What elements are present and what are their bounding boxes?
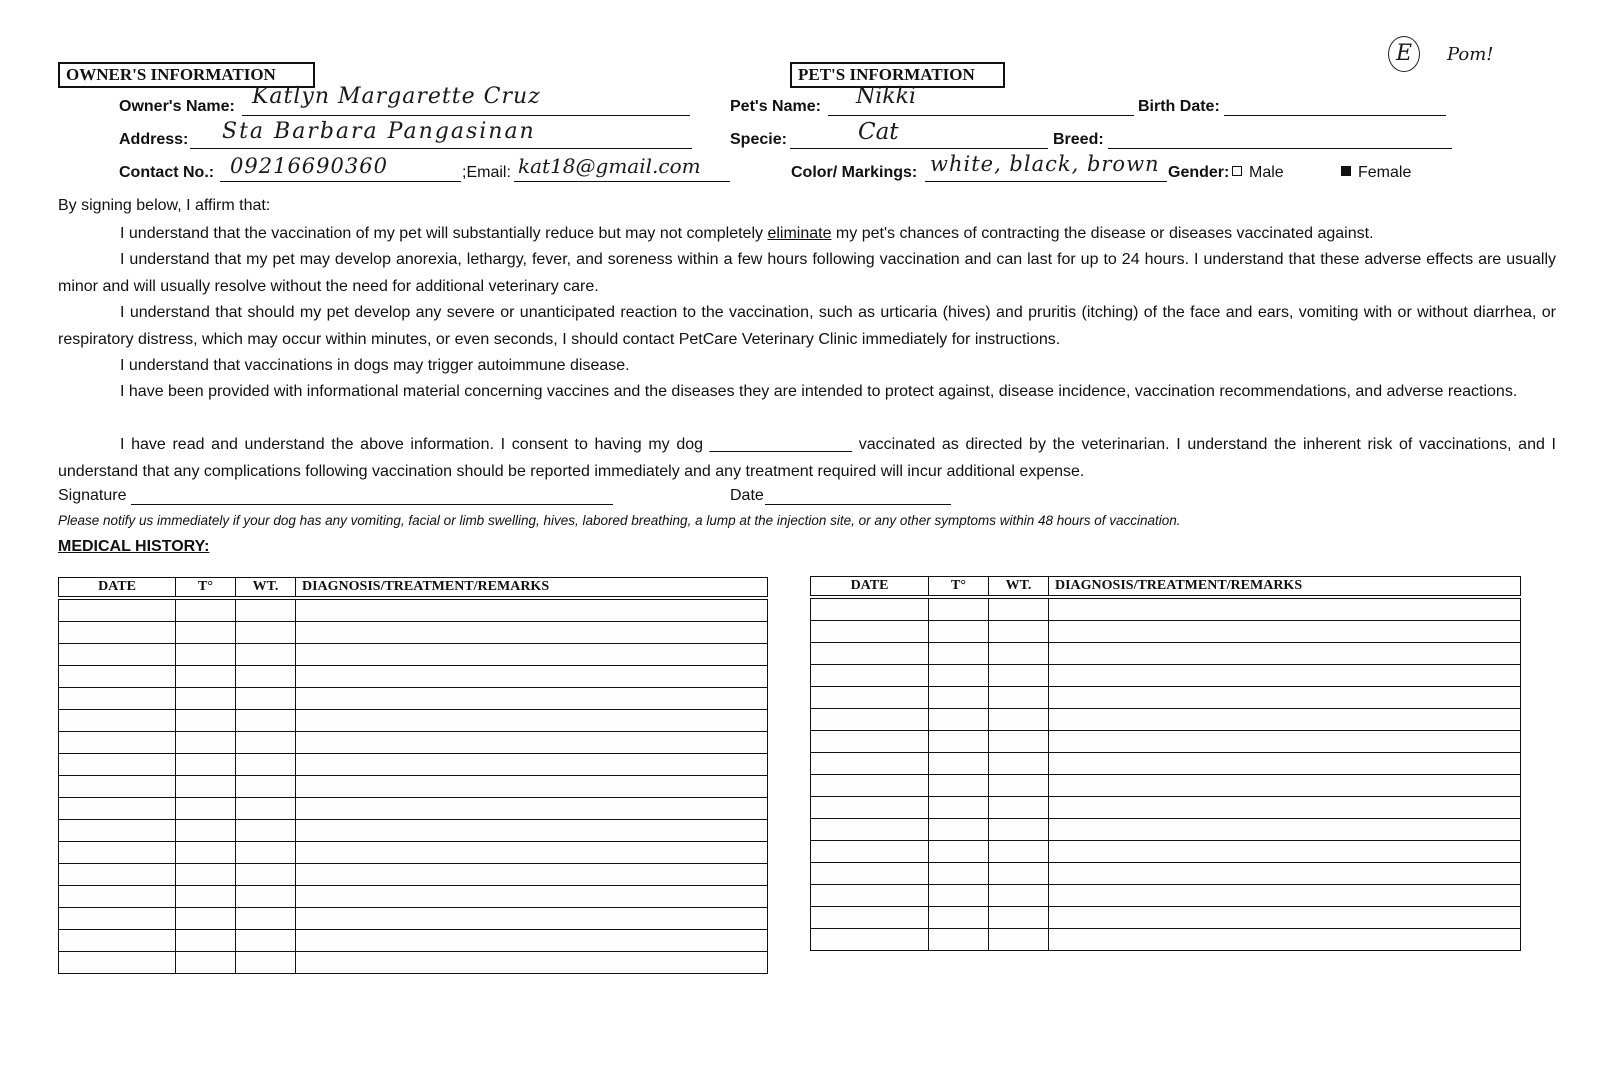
address-field[interactable]: Sta Barbara Pangasinan [222, 119, 536, 144]
table-cell[interactable] [989, 885, 1049, 907]
table-cell[interactable] [989, 907, 1049, 929]
table-cell[interactable] [176, 666, 236, 688]
table-cell[interactable] [236, 644, 296, 666]
table-row [59, 754, 768, 776]
col-date: DATE [59, 578, 176, 599]
table-cell[interactable] [176, 798, 236, 820]
table-cell[interactable] [176, 688, 236, 710]
table-row [59, 710, 768, 732]
owner-name-field[interactable]: Katlyn Margarette Cruz [252, 84, 541, 109]
table-cell[interactable] [176, 930, 236, 952]
table-cell[interactable] [811, 929, 929, 951]
table-row [811, 621, 1521, 643]
table-cell[interactable] [929, 597, 989, 621]
table-cell[interactable] [59, 820, 176, 842]
table-row [59, 644, 768, 666]
table-cell[interactable] [176, 842, 236, 864]
table-cell[interactable] [236, 864, 296, 886]
table-cell[interactable] [989, 797, 1049, 819]
signature-line[interactable] [131, 504, 613, 505]
table-cell[interactable] [59, 776, 176, 798]
table-row [811, 753, 1521, 775]
table-cell[interactable] [989, 863, 1049, 885]
table-cell[interactable] [989, 819, 1049, 841]
table-cell[interactable] [236, 710, 296, 732]
table-cell[interactable] [929, 753, 989, 775]
table-cell[interactable] [811, 621, 929, 643]
table-cell[interactable] [929, 841, 989, 863]
table-cell[interactable] [59, 952, 176, 974]
table-cell[interactable] [236, 776, 296, 798]
table-cell[interactable] [176, 908, 236, 930]
consent-paragraph-5: I have been provided with informational material concerning vaccines and the diseases they are intended to protect against, disease incidence, vaccination recommendations, and adverse reactions. [120, 383, 1518, 400]
table-row [811, 731, 1521, 753]
col-temp: T° [176, 578, 236, 599]
table-row [59, 930, 768, 952]
email-line [514, 181, 730, 182]
table-cell[interactable] [989, 929, 1049, 951]
table-row [59, 864, 768, 886]
table-row [811, 643, 1521, 665]
date-line[interactable] [765, 504, 951, 505]
female-label: Female [1358, 164, 1412, 181]
female-checkbox[interactable] [1341, 166, 1351, 176]
color-markings-field[interactable]: white, black, brown [930, 152, 1160, 176]
table-cell[interactable] [811, 731, 929, 753]
table-cell[interactable] [176, 622, 236, 644]
notify-notice: Please notify us immediately if your dog has any vomiting, facial or limb swelling, hives, labored breathing, a lump at the injection site, or any other symptoms within 48 hours of vaccination. [58, 513, 1181, 528]
table-cell[interactable] [296, 908, 768, 930]
signature-label: Signature [58, 487, 127, 504]
table-cell[interactable] [59, 908, 176, 930]
table-cell[interactable] [296, 710, 768, 732]
table-cell[interactable] [811, 863, 929, 885]
table-cell[interactable] [296, 842, 768, 864]
table-row [811, 907, 1521, 929]
table-cell[interactable] [236, 798, 296, 820]
table-cell[interactable] [59, 688, 176, 710]
gender-label: Gender: [1168, 164, 1230, 181]
consent-paragraph-3: I understand that should my pet develop any severe or unanticipated reaction to the vaccination, such as urticaria (hives) and pruritis (itching) of the face and ears, vomiting with or without diarrhea, or respiratory distress, which may occur within minutes, or even seconds, I should contact PetCare Veterinary Clinic immediately for instructions. [58, 304, 1556, 348]
col-temp: T° [929, 577, 989, 598]
table-cell[interactable] [176, 820, 236, 842]
table-cell[interactable] [59, 798, 176, 820]
table-row [811, 597, 1521, 621]
table-cell[interactable] [811, 885, 929, 907]
email-label: ;Email: [462, 164, 511, 181]
table-cell[interactable] [811, 709, 929, 731]
table-cell[interactable] [296, 644, 768, 666]
table-cell[interactable] [989, 621, 1049, 643]
consent-intro: By signing below, I affirm that: [58, 197, 271, 214]
table-cell[interactable] [176, 952, 236, 974]
table-cell[interactable] [59, 598, 176, 622]
table-row [59, 952, 768, 974]
birth-date-label: Birth Date: [1138, 98, 1220, 115]
table-cell[interactable] [811, 819, 929, 841]
table-row [59, 798, 768, 820]
table-cell[interactable] [236, 754, 296, 776]
table-cell[interactable] [296, 754, 768, 776]
table-cell[interactable] [811, 753, 929, 775]
medical-history-title: MEDICAL HISTORY: [58, 538, 210, 555]
table-cell[interactable] [236, 820, 296, 842]
table-cell[interactable] [59, 732, 176, 754]
table-cell[interactable] [236, 622, 296, 644]
breed-line [1108, 148, 1452, 149]
breed-label: Breed: [1053, 131, 1104, 148]
table-cell[interactable] [989, 841, 1049, 863]
owner-info-header: OWNER'S INFORMATION [58, 62, 315, 88]
table-cell[interactable] [811, 643, 929, 665]
contact-line [220, 181, 461, 182]
table-cell[interactable] [59, 666, 176, 688]
owner-name-line [242, 115, 690, 116]
table-cell[interactable] [929, 907, 989, 929]
table-row [811, 819, 1521, 841]
corner-note: Pom! [1447, 44, 1494, 65]
contact-label: Contact No.: [119, 164, 215, 181]
table-cell[interactable] [929, 643, 989, 665]
table-cell[interactable] [1049, 687, 1521, 709]
table-cell[interactable] [176, 598, 236, 622]
table-cell[interactable] [1049, 797, 1521, 819]
table-row [59, 886, 768, 908]
table-cell[interactable] [989, 665, 1049, 687]
table-row [59, 732, 768, 754]
email-field[interactable]: kat18@gmail.com [518, 154, 701, 178]
table-cell[interactable] [1049, 665, 1521, 687]
owner-name-label: Owner's Name: [119, 98, 235, 115]
table-cell[interactable] [1049, 885, 1521, 907]
table-cell[interactable] [176, 886, 236, 908]
gender-male-option[interactable] [1232, 164, 1284, 182]
table-cell[interactable] [1049, 621, 1521, 643]
table-cell[interactable] [296, 622, 768, 644]
table-cell[interactable] [236, 930, 296, 952]
table-cell[interactable] [929, 687, 989, 709]
table-cell[interactable] [929, 863, 989, 885]
pet-name-label: Pet's Name: [730, 98, 821, 115]
table-cell[interactable] [1049, 731, 1521, 753]
table-cell[interactable] [59, 864, 176, 886]
table-cell[interactable] [176, 754, 236, 776]
specie-label: Specie: [730, 131, 787, 148]
medical-history-table-right [810, 576, 1521, 951]
table-cell[interactable] [296, 864, 768, 886]
col-weight: WT. [989, 577, 1049, 598]
consent-paragraph-4: I understand that vaccinations in dogs may trigger autoimmune disease. [120, 357, 630, 374]
table-cell[interactable] [176, 864, 236, 886]
table-cell[interactable] [811, 775, 929, 797]
table-row [59, 908, 768, 930]
table-row [59, 622, 768, 644]
pet-name-field[interactable]: Nikki [856, 84, 916, 109]
table-cell[interactable] [1049, 863, 1521, 885]
table-cell[interactable] [236, 952, 296, 974]
table-row [59, 666, 768, 688]
table-cell[interactable] [929, 709, 989, 731]
corner-mark: E [1388, 36, 1420, 72]
table-cell[interactable] [989, 753, 1049, 775]
table-cell[interactable] [1049, 709, 1521, 731]
table-cell[interactable] [989, 775, 1049, 797]
male-checkbox[interactable] [1232, 166, 1242, 176]
table-row [59, 820, 768, 842]
table-cell[interactable] [296, 886, 768, 908]
table-cell[interactable] [296, 798, 768, 820]
table-row [811, 863, 1521, 885]
table-row [811, 841, 1521, 863]
table-cell[interactable] [989, 687, 1049, 709]
table-cell[interactable] [811, 907, 929, 929]
consent-paragraph-6: I have read and understand the above information. I consent to having my dog ________________ vaccinated as directed by the veterinarian. I understand the inherent risk of vaccinations, and I understand that any complications following vaccination should be reported immediately and any treatment required will incur additional expense. [58, 436, 1556, 480]
date-label: Date [730, 487, 764, 504]
address-line [190, 148, 692, 149]
table-row [811, 665, 1521, 687]
table-cell[interactable] [176, 776, 236, 798]
table-cell[interactable] [929, 665, 989, 687]
table-cell[interactable] [59, 710, 176, 732]
table-row [59, 842, 768, 864]
table-cell[interactable] [1049, 753, 1521, 775]
specie-field[interactable]: Cat [858, 119, 899, 145]
medical-history-table-left [58, 577, 768, 974]
table-cell[interactable] [296, 952, 768, 974]
table-cell[interactable] [811, 797, 929, 819]
consent-paragraph-1: I understand that the vaccination of my pet will substantially reduce but may not completely eliminate my pet's chances of contracting the disease or diseases vaccinated against. [120, 225, 1374, 242]
table-cell[interactable] [1049, 819, 1521, 841]
col-date: DATE [811, 577, 929, 598]
table-cell[interactable] [236, 688, 296, 710]
table-cell[interactable] [236, 666, 296, 688]
table-cell[interactable] [929, 819, 989, 841]
table-cell[interactable] [1049, 643, 1521, 665]
table-cell[interactable] [929, 885, 989, 907]
table-cell[interactable] [59, 644, 176, 666]
gender-female-option[interactable] [1341, 164, 1411, 182]
table-cell[interactable] [1049, 929, 1521, 951]
table-cell[interactable] [296, 598, 768, 622]
table-cell[interactable] [811, 597, 929, 621]
contact-field[interactable]: 09216690360 [230, 154, 388, 178]
table-cell[interactable] [811, 687, 929, 709]
table-row [811, 775, 1521, 797]
male-label: Male [1249, 164, 1284, 181]
table-row [811, 797, 1521, 819]
specie-line [790, 148, 1048, 149]
table-cell[interactable] [59, 622, 176, 644]
consent-paragraph-2: I understand that my pet may develop anorexia, lethargy, fever, and soreness within a few hours following vaccination and can last for up to 24 hours. I understand that these adverse effects are usually minor and will usually resolve without the need for additional veterinary care. [58, 251, 1556, 295]
color-markings-line [925, 181, 1167, 182]
table-cell[interactable] [59, 930, 176, 952]
color-markings-label: Color/ Markings: [791, 164, 918, 181]
table-cell[interactable] [59, 886, 176, 908]
birth-date-line [1224, 115, 1446, 116]
table-cell[interactable] [296, 666, 768, 688]
pet-info-header: PET'S INFORMATION [790, 62, 1005, 88]
table-cell[interactable] [176, 644, 236, 666]
table-cell[interactable] [929, 797, 989, 819]
table-cell[interactable] [176, 732, 236, 754]
table-cell[interactable] [989, 597, 1049, 621]
table-cell[interactable] [1049, 841, 1521, 863]
table-cell[interactable] [929, 929, 989, 951]
table-cell[interactable] [296, 688, 768, 710]
table-cell[interactable] [929, 775, 989, 797]
table-cell[interactable] [989, 731, 1049, 753]
col-diagnosis: DIAGNOSIS/TREATMENT/REMARKS [296, 578, 768, 599]
table-cell[interactable] [236, 598, 296, 622]
table-row [811, 929, 1521, 951]
table-cell[interactable] [1049, 907, 1521, 929]
dog-name-blank[interactable]: ________________ [709, 436, 853, 453]
table-cell[interactable] [1049, 775, 1521, 797]
table-cell[interactable] [236, 732, 296, 754]
table-cell[interactable] [1049, 597, 1521, 621]
table-row [59, 776, 768, 798]
table-cell[interactable] [176, 710, 236, 732]
table-cell[interactable] [929, 621, 989, 643]
table-cell[interactable] [296, 820, 768, 842]
table-row [59, 688, 768, 710]
table-cell[interactable] [236, 886, 296, 908]
col-diagnosis: DIAGNOSIS/TREATMENT/REMARKS [1049, 577, 1521, 598]
table-row [811, 885, 1521, 907]
table-row [811, 709, 1521, 731]
table-cell[interactable] [989, 709, 1049, 731]
table-cell[interactable] [296, 930, 768, 952]
table-cell[interactable] [236, 842, 296, 864]
address-label: Address: [119, 131, 189, 148]
table-cell[interactable] [989, 643, 1049, 665]
table-cell[interactable] [296, 776, 768, 798]
table-cell[interactable] [236, 908, 296, 930]
table-row [811, 687, 1521, 709]
table-cell[interactable] [811, 665, 929, 687]
table-cell[interactable] [59, 754, 176, 776]
table-cell[interactable] [59, 842, 176, 864]
table-cell[interactable] [296, 732, 768, 754]
table-cell[interactable] [811, 841, 929, 863]
table-cell[interactable] [929, 731, 989, 753]
table-row [59, 598, 768, 622]
pet-name-line [828, 115, 1134, 116]
col-weight: WT. [236, 578, 296, 599]
